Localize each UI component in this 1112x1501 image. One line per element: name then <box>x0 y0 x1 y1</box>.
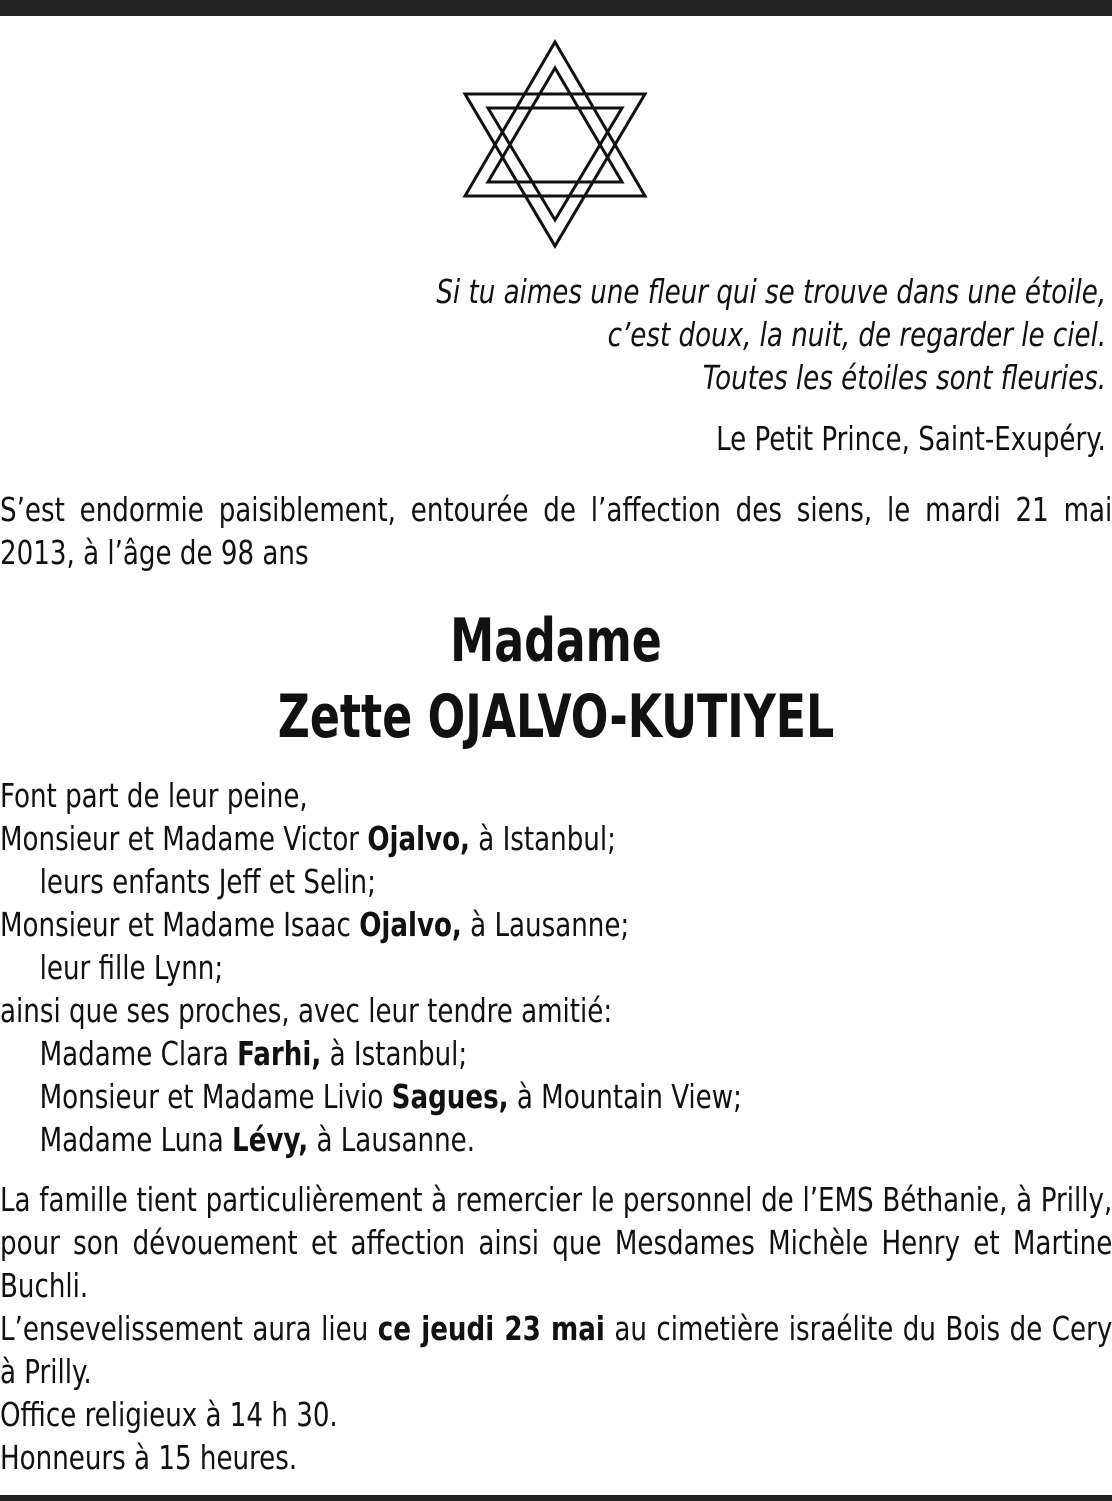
deceased-name <box>0 603 1112 755</box>
star-of-david-icon <box>462 38 648 250</box>
family-line: leur fille Lynn; <box>39 948 224 987</box>
family-line: ainsi que ses proches, avec leur tendre amitié: <box>0 991 613 1030</box>
family-surname: Ojalvo, <box>359 905 462 944</box>
quote-line: Toutes les étoiles sont fleuries. <box>702 358 1106 397</box>
burial-date: ce jeudi 23 mai <box>377 1309 605 1348</box>
family-surname: Ojalvo, <box>367 819 470 858</box>
family-line: Font part de leur peine, <box>0 776 308 815</box>
honours-paragraph: Honneurs à 15 heures. <box>0 1438 298 1477</box>
family-line: Madame Luna Lévy, à Lausanne. <box>39 1120 476 1159</box>
family-surname: Sagues, <box>391 1077 509 1116</box>
family-surname: Lévy, <box>232 1120 309 1159</box>
family-surname: Farhi, <box>237 1034 322 1073</box>
burial-paragraph: L’ensevelissement aura lieu ce jeudi 23 mai au cimetière israélite du Bois de Cery à Prilly. <box>0 1309 1112 1391</box>
intro-paragraph: S’est endormie paisiblement, entourée de l’affection des siens, le mardi 21 mai 2013, à l’âge de 98 ans <box>0 490 1112 572</box>
closing-section <box>0 1178 1112 1479</box>
family-line: leurs enfants Jeff et Selin; <box>39 862 376 901</box>
family-line: Madame Clara Farhi, à Istanbul; <box>39 1034 468 1073</box>
family-line: Monsieur et Madame Livio Sagues, à Mountain View; <box>39 1077 742 1116</box>
epigraph-quote <box>436 270 1106 399</box>
bottom-rule <box>0 1495 1112 1501</box>
family-line: Monsieur et Madame Victor Ojalvo, à Istanbul; <box>0 819 616 858</box>
deceased-title: Madame <box>450 606 662 676</box>
family-list <box>0 774 1112 1161</box>
quote-line: c’est doux, la nuit, de regarder le ciel. <box>607 315 1106 354</box>
thanks-paragraph: La famille tient particulièrement à remercier le personnel de l’EMS Béthanie, à Prilly, pour son dévouement et affection ainsi que Mesdames Michèle Henry et Martine Buchli. <box>0 1180 1112 1305</box>
quote-line: Si tu aimes une fleur qui se trouve dans une étoile, <box>436 272 1106 311</box>
top-rule <box>0 0 1112 16</box>
quote-attribution: Le Petit Prince, Saint-Exupéry. <box>716 419 1106 458</box>
office-paragraph: Office religieux à 14 h 30. <box>0 1395 338 1434</box>
family-line: Monsieur et Madame Isaac Ojalvo, à Lausanne; <box>0 905 630 944</box>
deceased-full-name: Zette OJALVO-KUTIYEL <box>277 682 835 752</box>
